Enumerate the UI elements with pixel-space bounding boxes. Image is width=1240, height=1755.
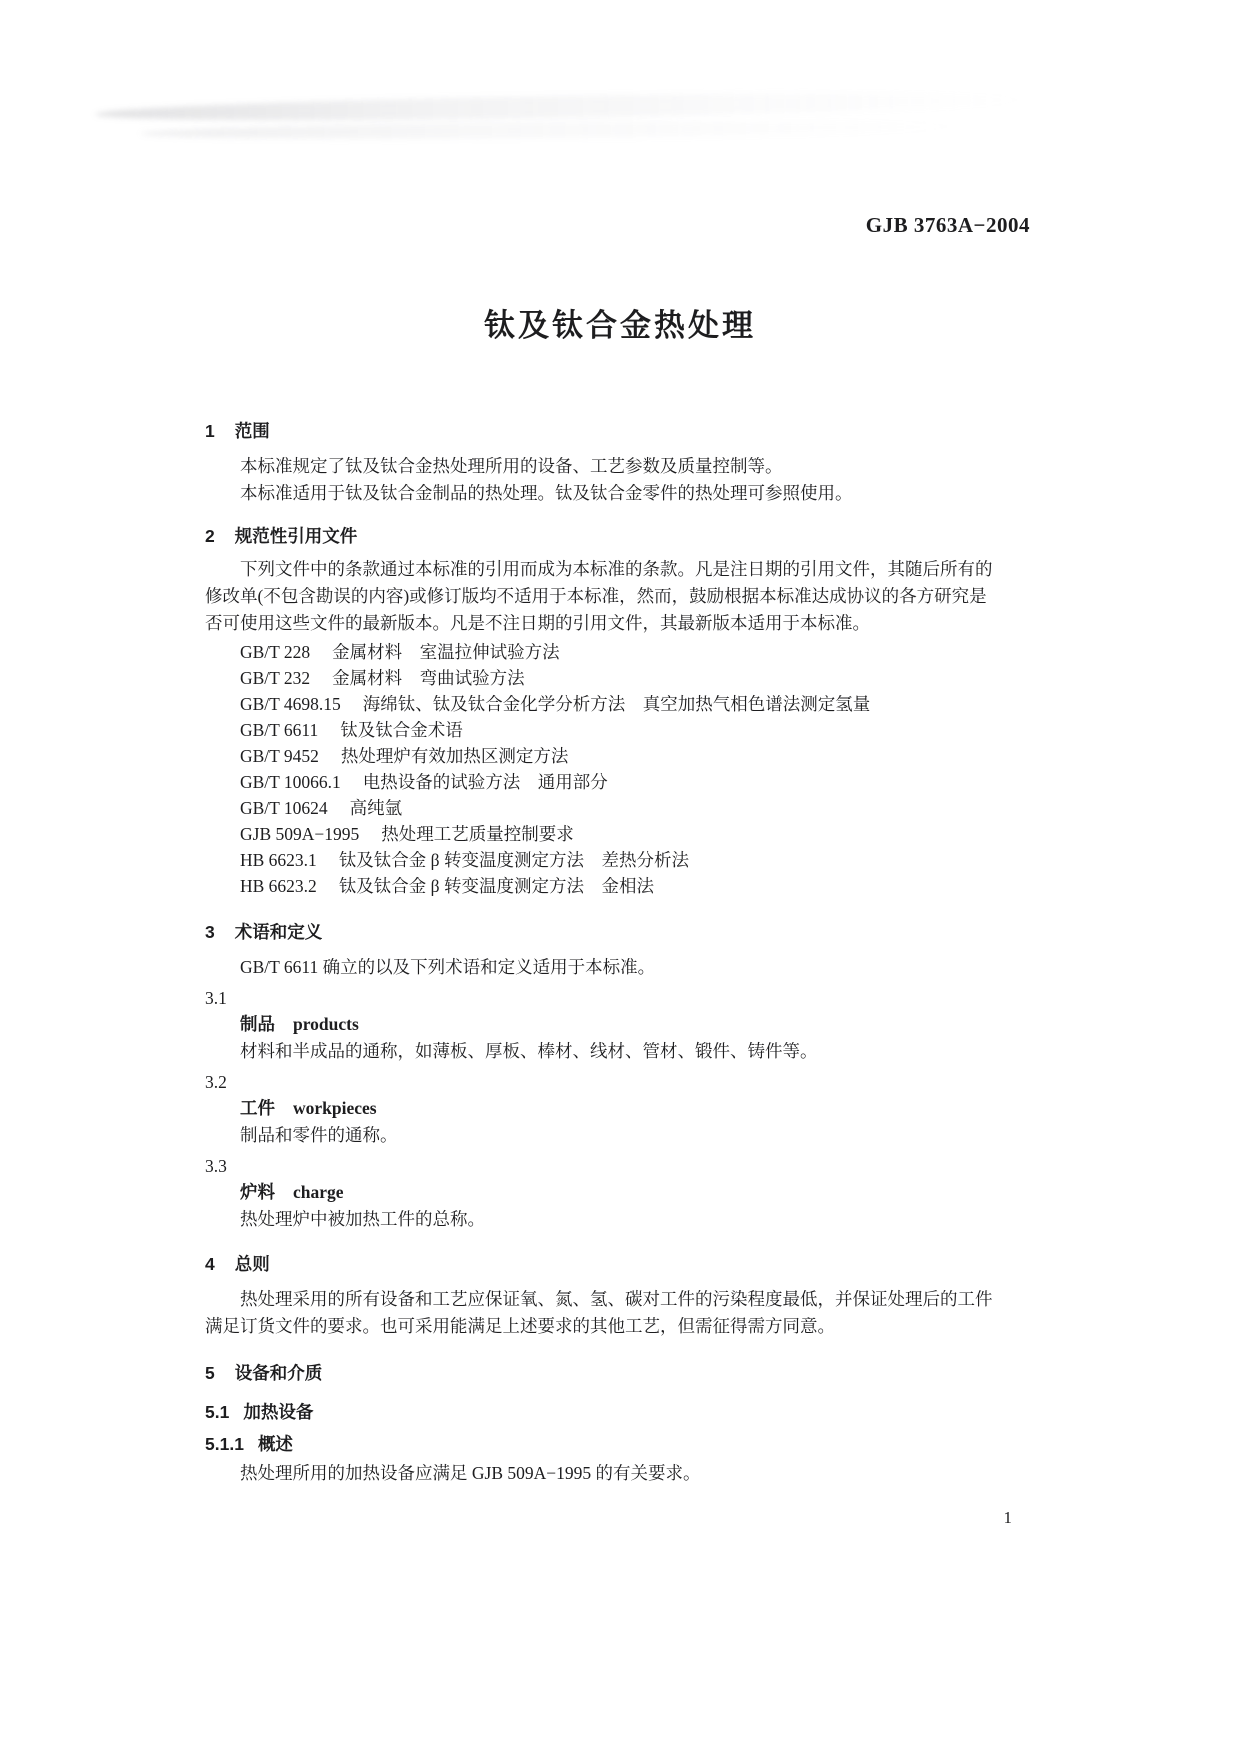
reference-item	[205, 873, 1037, 899]
section-number: 5.1.1	[205, 1434, 244, 1454]
paragraph: 本标准规定了钛及钛合金热处理所用的设备、工艺参数及质量控制等。	[240, 456, 783, 476]
reference-item	[205, 665, 1037, 691]
reference-item	[205, 743, 1037, 769]
section-number: 4	[205, 1254, 215, 1274]
reference-code: GJB 509A−1995	[240, 824, 360, 844]
section-heading-equipment	[205, 1360, 1037, 1387]
section-heading-general	[205, 1251, 1037, 1278]
paragraph-line: 下列文件中的条款通过本标准的引用而成为本标准的条款。凡是注日期的引用文件，其随后所有的	[240, 559, 993, 579]
reference-code: HB 6623.1	[240, 850, 317, 870]
paragraph: 热处理所用的加热设备应满足 GJB 509A−1995 的有关要求。	[240, 1463, 701, 1483]
paragraph: GB/T 6611 确立的以及下列术语和定义适用于本标准。	[240, 957, 656, 977]
reference-title: 高纯氩	[349, 798, 403, 818]
term-entry	[205, 985, 1037, 1065]
reference-item	[205, 795, 1037, 821]
scan-artifact-streak	[95, 89, 1025, 126]
subsection-heading-heating-equipment	[205, 1399, 1037, 1426]
reference-list	[205, 639, 1037, 899]
paragraph-line: 满足订货文件的要求。也可采用能满足上述要求的其他工艺，但需征得需方同意。	[205, 1316, 835, 1336]
reference-item	[205, 717, 1037, 743]
reference-item	[205, 847, 1037, 873]
reference-item	[205, 769, 1037, 795]
section-number: 3	[205, 922, 215, 942]
section-title: 加热设备	[243, 1402, 314, 1422]
section-title: 术语和定义	[234, 922, 323, 942]
term-english: workpieces	[293, 1098, 377, 1118]
subsection-heading-overview	[205, 1431, 1037, 1458]
term-number: 3.1	[205, 988, 227, 1008]
reference-title: 热处理工艺质量控制要求	[381, 824, 574, 844]
reference-code: GB/T 4698.15	[240, 694, 341, 714]
section-heading-terms	[205, 919, 1037, 946]
section-number: 2	[205, 526, 215, 546]
paragraph-line: 否可使用这些文件的最新版本。凡是不注日期的引用文件，其最新版本适用于本标准。	[205, 613, 870, 633]
reference-item	[205, 639, 1037, 665]
reference-title: 金属材料 弯曲试验方法	[332, 668, 525, 688]
document-title: 钛及钛合金热处理	[484, 308, 756, 343]
scan-artifact-streak	[140, 118, 960, 141]
section-number: 5.1	[205, 1402, 230, 1422]
term-number: 3.2	[205, 1072, 227, 1092]
term-name	[205, 1179, 1037, 1206]
section-number: 1	[205, 421, 215, 441]
section-title: 设备和介质	[234, 1363, 323, 1383]
paragraph-line: 修改单(不包含勘误的内容)或修订版均不适用于本标准，然而，鼓励根据本标准达成协议的各方研究是	[205, 586, 987, 606]
paragraph-line: 热处理采用的所有设备和工艺应保证氧、氮、氢、碳对工件的污染程度最低，并保证处理后的工件	[240, 1289, 993, 1309]
reference-code: GB/T 9452	[240, 746, 319, 766]
term-english: charge	[293, 1182, 344, 1202]
term-definition: 制品和零件的通称。	[240, 1125, 398, 1145]
reference-title: 钛及钛合金术语	[340, 720, 463, 740]
document-body	[205, 418, 1037, 1487]
reference-title: 海绵钛、钛及钛合金化学分析方法 真空加热气相色谱法测定氢量	[362, 694, 871, 714]
reference-item	[205, 821, 1037, 847]
term-entry	[205, 1153, 1037, 1233]
reference-code: GB/T 10066.1	[240, 772, 341, 792]
term-name	[205, 1095, 1037, 1122]
section-title: 范围	[234, 421, 270, 441]
term-definition: 热处理炉中被加热工件的总称。	[240, 1209, 485, 1229]
reference-code: HB 6623.2	[240, 876, 317, 896]
reference-title: 钛及钛合金 β 转变温度测定方法 差热分析法	[338, 850, 689, 870]
section-number: 5	[205, 1363, 215, 1383]
term-definition: 材料和半成品的通称，如薄板、厚板、棒材、线材、管材、锻件、铸件等。	[240, 1041, 818, 1061]
term-chinese: 炉料	[240, 1182, 275, 1202]
section-heading-normative-references	[205, 523, 1037, 550]
paragraph: 本标准适用于钛及钛合金制品的热处理。钛及钛合金零件的热处理可参照使用。	[240, 483, 853, 503]
standard-number: GJB 3763A−2004	[865, 213, 1030, 237]
section-title: 规范性引用文件	[234, 526, 358, 546]
term-number: 3.3	[205, 1156, 227, 1176]
reference-code: GB/T 232	[240, 668, 311, 688]
reference-title: 钛及钛合金 β 转变温度测定方法 金相法	[338, 876, 654, 896]
reference-title: 电热设备的试验方法 通用部分	[362, 772, 608, 792]
term-entry	[205, 1069, 1037, 1149]
section-title: 概述	[257, 1434, 293, 1454]
term-chinese: 制品	[240, 1014, 275, 1034]
page-number: 1	[1003, 1508, 1012, 1527]
reference-code: GB/T 10624	[240, 798, 328, 818]
section-title: 总则	[234, 1254, 270, 1274]
reference-title: 金属材料 室温拉伸试验方法	[332, 642, 560, 662]
term-english: products	[293, 1014, 359, 1034]
reference-code: GB/T 6611	[240, 720, 319, 740]
term-name	[205, 1011, 1037, 1038]
term-chinese: 工件	[240, 1098, 275, 1118]
section-heading-scope	[205, 418, 1037, 445]
reference-item	[205, 691, 1037, 717]
reference-code: GB/T 228	[240, 642, 311, 662]
reference-title: 热处理炉有效加热区测定方法	[340, 746, 569, 766]
